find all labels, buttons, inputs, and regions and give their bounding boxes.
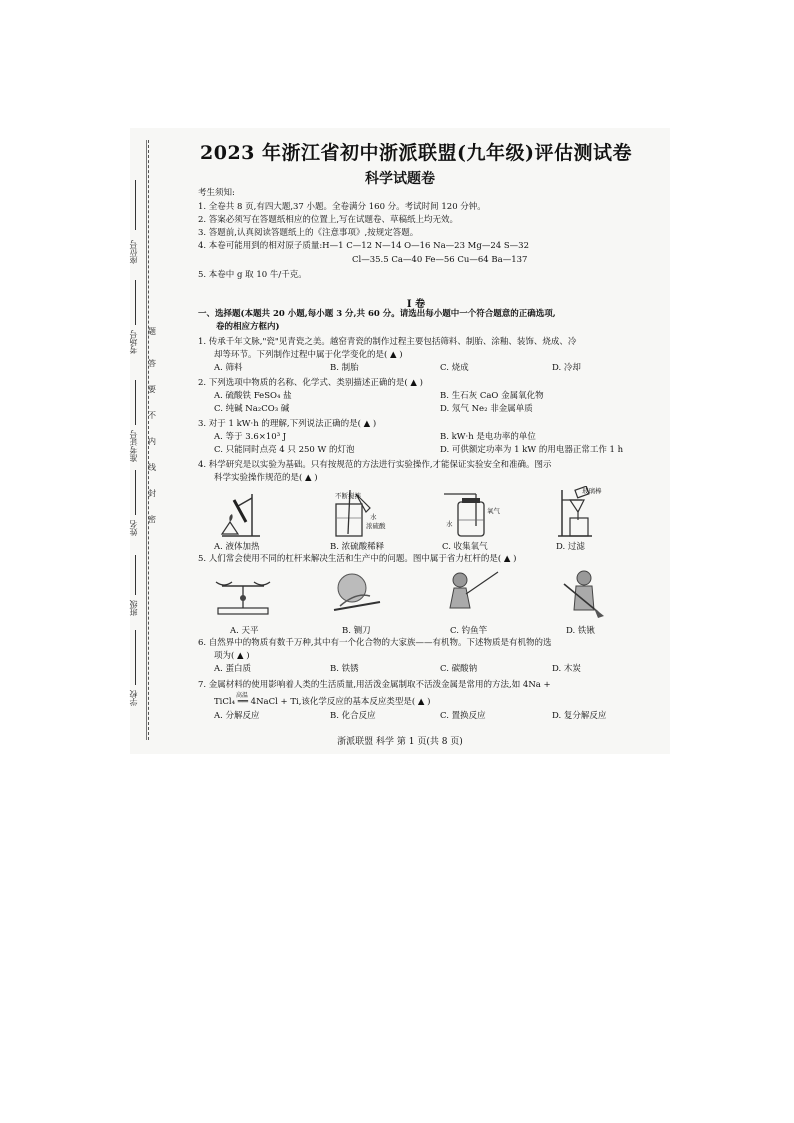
side-underline — [135, 380, 136, 425]
notice-item: 3. 答题前,认真阅读答题纸上的《注意事项》,按规定答题。 — [198, 228, 419, 238]
label-water: 水 — [446, 520, 453, 528]
option-a: A. 蛋白质 — [214, 664, 252, 674]
option-c: C. 碳酸钠 — [440, 664, 478, 674]
option-a: A. 筛料 — [214, 363, 243, 373]
option-b: B. 浓硫酸稀释 — [330, 542, 385, 552]
figure-shovel — [554, 566, 616, 618]
label-water: 水 — [370, 513, 377, 521]
option-c: C. 烧成 — [440, 363, 469, 373]
option-d: D. 可供额定功率为 1 kW 的用电器正常工作 1 h — [440, 445, 624, 455]
side-class-label: 班级 — [129, 600, 138, 616]
option-d: D. 铁锹 — [566, 626, 595, 636]
question-6-stem: 项为( ▲ ) — [214, 651, 250, 661]
option-c: C. 纯碱 Na₂CO₃ 碱 — [214, 404, 290, 414]
side-underline — [135, 470, 136, 515]
notice-heading: 考生须知: — [198, 188, 235, 198]
option-b: B. 铡刀 — [342, 626, 371, 636]
seal-char: 要 — [148, 385, 156, 394]
section-title: I 卷 — [406, 299, 426, 310]
option-b: B. 化合反应 — [330, 711, 376, 721]
seal-char: 密 — [148, 515, 156, 524]
exam-subtitle: 科学试题卷 — [365, 171, 435, 187]
exam-title: 2023 年浙江省初中浙派联盟(九年级)评估测试卷 — [200, 142, 632, 164]
figure-liquid-heating — [212, 486, 272, 538]
notice-item: 1. 全卷共 8 页,有四大题,37 小题。全卷满分 160 分。考试时间 120 分钟。 — [198, 202, 486, 212]
seal-char: 封 — [148, 489, 156, 498]
question-1: 1. 传承千年文脉,"瓷"见青瓷之美。越窑青瓷的制作过程主要包括筛料、制胎、涂釉、装饰、烧成、冷 — [198, 337, 577, 347]
option-a: A. 液体加热 — [214, 542, 260, 552]
question-7: 7. 金属材料的使用影响着人类的生活质量,用活泼金属制取不活泼金属是常用的方法,如 4Na + — [198, 680, 551, 690]
question-7-stem: TiCl₄ ══ 4NaCl + Ti,该化学反应的基本反应类型是( ▲ ) — [214, 697, 431, 707]
figure-fishing-rod — [440, 566, 502, 618]
option-a: A. 天平 — [230, 626, 259, 636]
side-underline — [135, 630, 136, 685]
option-a: A. 等于 3.6×10³ J — [214, 432, 287, 442]
reaction-condition: 高温 — [236, 692, 249, 699]
side-seat-label: 座位号 — [129, 240, 138, 264]
seal-char: 不 — [148, 411, 156, 420]
notice-item: Cl—35.5 Ca—40 Fe—56 Cu—64 Ba—137 — [352, 255, 528, 265]
seal-char: 答 — [148, 359, 156, 368]
label-acid: 浓硫酸 — [366, 522, 386, 530]
side-exam-room-label: 考场号 — [129, 330, 138, 354]
part1-instruction: 卷的相应方框内) — [216, 322, 280, 332]
option-d: D. 复分解反应 — [552, 711, 607, 721]
option-d: D. 冷却 — [552, 363, 581, 373]
notice-item: 2. 答案必须写在答题纸相应的位置上,写在试题卷、草稿纸上均无效。 — [198, 215, 459, 225]
side-underline — [135, 555, 136, 595]
side-name-label: 姓名 — [129, 520, 138, 536]
label-stir: 不断搅拌 — [335, 492, 361, 500]
notice-item: 5. 本卷中 g 取 10 牛/千克。 — [198, 270, 307, 280]
option-b: B. 制胎 — [330, 363, 359, 373]
option-b: B. 生石灰 CaO 金属氧化物 — [440, 391, 544, 401]
question-4-stem: 科学实验操作规范的是( ▲ ) — [214, 473, 318, 483]
option-a: A. 分解反应 — [214, 711, 260, 721]
option-c: C. 钓鱼竿 — [450, 626, 488, 636]
side-school-label: 学校 — [129, 690, 138, 706]
figure-balance — [212, 568, 274, 618]
question-6: 6. 自然界中的物质有数千万种,其中有一个化合物的大家族——有机物。下述物质是有机物的选 — [198, 638, 552, 648]
question-5: 5. 人们常会使用不同的杠杆来解决生活和生产中的问题。图中属于省力杠杆的是( ▲ ) — [198, 554, 517, 564]
seal-char: 题 — [148, 327, 156, 336]
notice-item: 4. 本卷可能用到的相对原子质量:H—1 C—12 N—14 O—16 Na—23 Mg—24 S—32 — [198, 241, 529, 251]
option-b: B. 铁锈 — [330, 664, 359, 674]
option-b: B. kW·h 是电功率的单位 — [440, 432, 536, 442]
question-2: 2. 下列选项中物质的名称、化学式、类别描述正确的是( ▲ ) — [198, 378, 423, 388]
question-4: 4. 科学研究是以实验为基础。只有按规范的方法进行实验操作,才能保证实验安全和准确。图示 — [198, 460, 552, 470]
option-a: A. 硫酸铁 FeSO₄ 盐 — [214, 391, 292, 401]
option-c: C. 置换反应 — [440, 711, 486, 721]
option-c: C. 收集氧气 — [442, 542, 488, 552]
side-underline — [135, 180, 136, 230]
option-d: D. 氖气 Ne₂ 非金属单质 — [440, 404, 533, 414]
seal-char: 线 — [148, 463, 156, 472]
side-underline — [135, 280, 136, 325]
question-3: 3. 对于 1 kW·h 的理解,下列说法正确的是( ▲ ) — [198, 419, 377, 429]
option-c: C. 只能同时点亮 4 只 250 W 的灯泡 — [214, 445, 355, 455]
option-d: D. 木炭 — [552, 664, 581, 674]
figure-guillotine — [326, 566, 388, 618]
seal-char: 内 — [148, 437, 156, 446]
label-oxygen: 氧气 — [487, 507, 500, 515]
page-footer: 浙派联盟 科学 第 1 页(共 8 页) — [337, 737, 463, 747]
side-ticket-label: 准考证号 — [129, 430, 138, 462]
option-d: D. 过滤 — [556, 542, 585, 552]
part1-instruction: 一、选择题(本题共 20 小题,每小题 3 分,共 60 分。请选出每小题中一个符合题意的正确选项, — [198, 309, 556, 319]
question-1-stem: 却等环节。下列制作过程中属于化学变化的是( ▲ ) — [214, 350, 403, 360]
label-rod: 玻璃棒 — [582, 487, 602, 495]
